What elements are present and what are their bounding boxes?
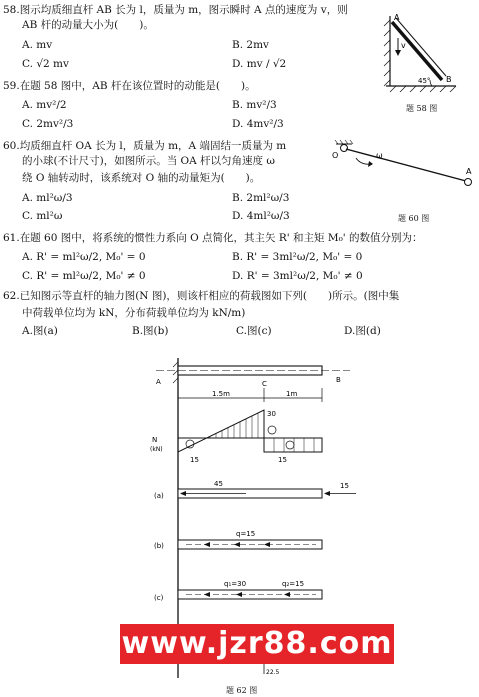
q59-option-d: D. 4mv²/3 [232, 118, 284, 130]
q62-len2: 1m [286, 390, 298, 398]
q60-option-a: A. ml²ω/3 [22, 192, 73, 204]
q62-option-b: B.图(b) [132, 325, 169, 337]
q62-label-c: C [262, 380, 267, 388]
q61-option-b: B. R' = 3ml²ω/2, M₀' = 0 [232, 251, 363, 263]
q60-stem-line1: 60.均质细直杆 OA 长为 l，质量为 m，A 端固结一质量为 m [3, 140, 287, 152]
q58-figure [376, 8, 476, 104]
q58-caption: 题 58 图 [406, 104, 438, 113]
q58-option-a: A. mv [22, 39, 53, 51]
q62-value-15a: 15 [190, 456, 199, 464]
q62-label-fig-a: (a) [154, 492, 164, 500]
q60-option-b: B. 2ml²ω/3 [232, 192, 290, 204]
q62-a-45: 45 [214, 480, 223, 488]
q62-d-225b: 22.5 [266, 669, 280, 676]
q62-stem-line2: 中荷载单位均为 kN，分布荷载单位均为 kN/m) [22, 307, 246, 319]
q58-stem-line2: AB 杆的动量大小为( )。 [22, 19, 154, 31]
q62-value-30: 30 [267, 410, 276, 418]
q59-option-a: A. mv²/2 [22, 99, 67, 111]
q62-option-a: A.图(a) [22, 325, 58, 337]
q60-figure [330, 136, 476, 200]
q59-option-c: C. 2mv²/3 [22, 118, 74, 130]
q58-label-v: v [401, 41, 406, 50]
q60-label-a: A [466, 167, 472, 176]
q61-stem: 61.在题 60 图中，将系统的惯性力系向 O 点简化，其主矢 R' 和主矩 M₀' 的数值分别为： [3, 232, 423, 244]
q58-option-b: B. 2mv [232, 39, 269, 51]
q62-label-fig-c: (c) [154, 594, 164, 602]
q59-stem: 59.在题 58 图中，AB 杆在该位置时的动能是( )。 [3, 80, 256, 92]
q62-c-q1: q₁=30 [224, 580, 247, 588]
q62-c-q2: q₂=15 [282, 580, 305, 588]
q60-stem-line3: 绕 O 轴转动时，该系统对 O 轴的动量矩为( )。 [22, 172, 261, 184]
q62-label-a: A [156, 378, 161, 386]
q60-label-omega: ω [376, 151, 383, 160]
q61-option-d: D. R' = 3ml²ω/2, M₀' ≠ 0 [232, 270, 363, 282]
watermark-banner: www.jzr88.com [120, 624, 394, 664]
q62-stem-line1: 62.已知图示等直杆的轴力图(N 图)，则该杆相应的荷载图如下列( )所示。(图中集 [3, 290, 400, 302]
q59-option-b: B. mv²/3 [232, 99, 277, 111]
q58-label-angle: 45° [418, 77, 431, 85]
q58-label-b: B [446, 75, 452, 84]
q62-label-fig-b: (b) [154, 542, 164, 550]
q60-caption: 题 60 图 [398, 214, 430, 223]
q60-stem-line2: 的小球(不计尺寸)，如图所示。当 OA 杆以匀角速度 ω [22, 155, 275, 167]
q62-label-kn: (kN) [150, 446, 163, 453]
q58-option-c: C. √2 mv [22, 58, 69, 70]
q60-option-d: D. 4ml²ω/3 [232, 210, 290, 222]
q62-value-15b: 15 [278, 456, 287, 464]
q62-option-c: C.图(c) [236, 325, 272, 337]
q62-label-n: N [152, 436, 158, 444]
q62-option-d: D.图(d) [344, 325, 381, 337]
q62-label-b: B [336, 376, 341, 384]
q60-label-o: O [332, 151, 339, 160]
q61-option-c: C. R' = ml²ω/2, M₀' ≠ 0 [22, 270, 146, 282]
q62-a-15: 15 [340, 482, 349, 490]
q61-option-a: A. R' = ml²ω/2, M₀' = 0 [22, 251, 146, 263]
q58-stem-line1: 58.图示均质细直杆 AB 长为 l，质量为 m，图示瞬时 A 点的速度为 v，则 [3, 4, 348, 16]
q60-option-c: C. ml²ω [22, 210, 63, 222]
q62-len1: 1.5m [212, 390, 230, 398]
q62-b-q: q=15 [236, 530, 256, 538]
q58-option-d: D. mv / √2 [232, 58, 287, 70]
q62-caption: 题 62 图 [226, 686, 258, 695]
q58-label-a: A [394, 13, 400, 22]
